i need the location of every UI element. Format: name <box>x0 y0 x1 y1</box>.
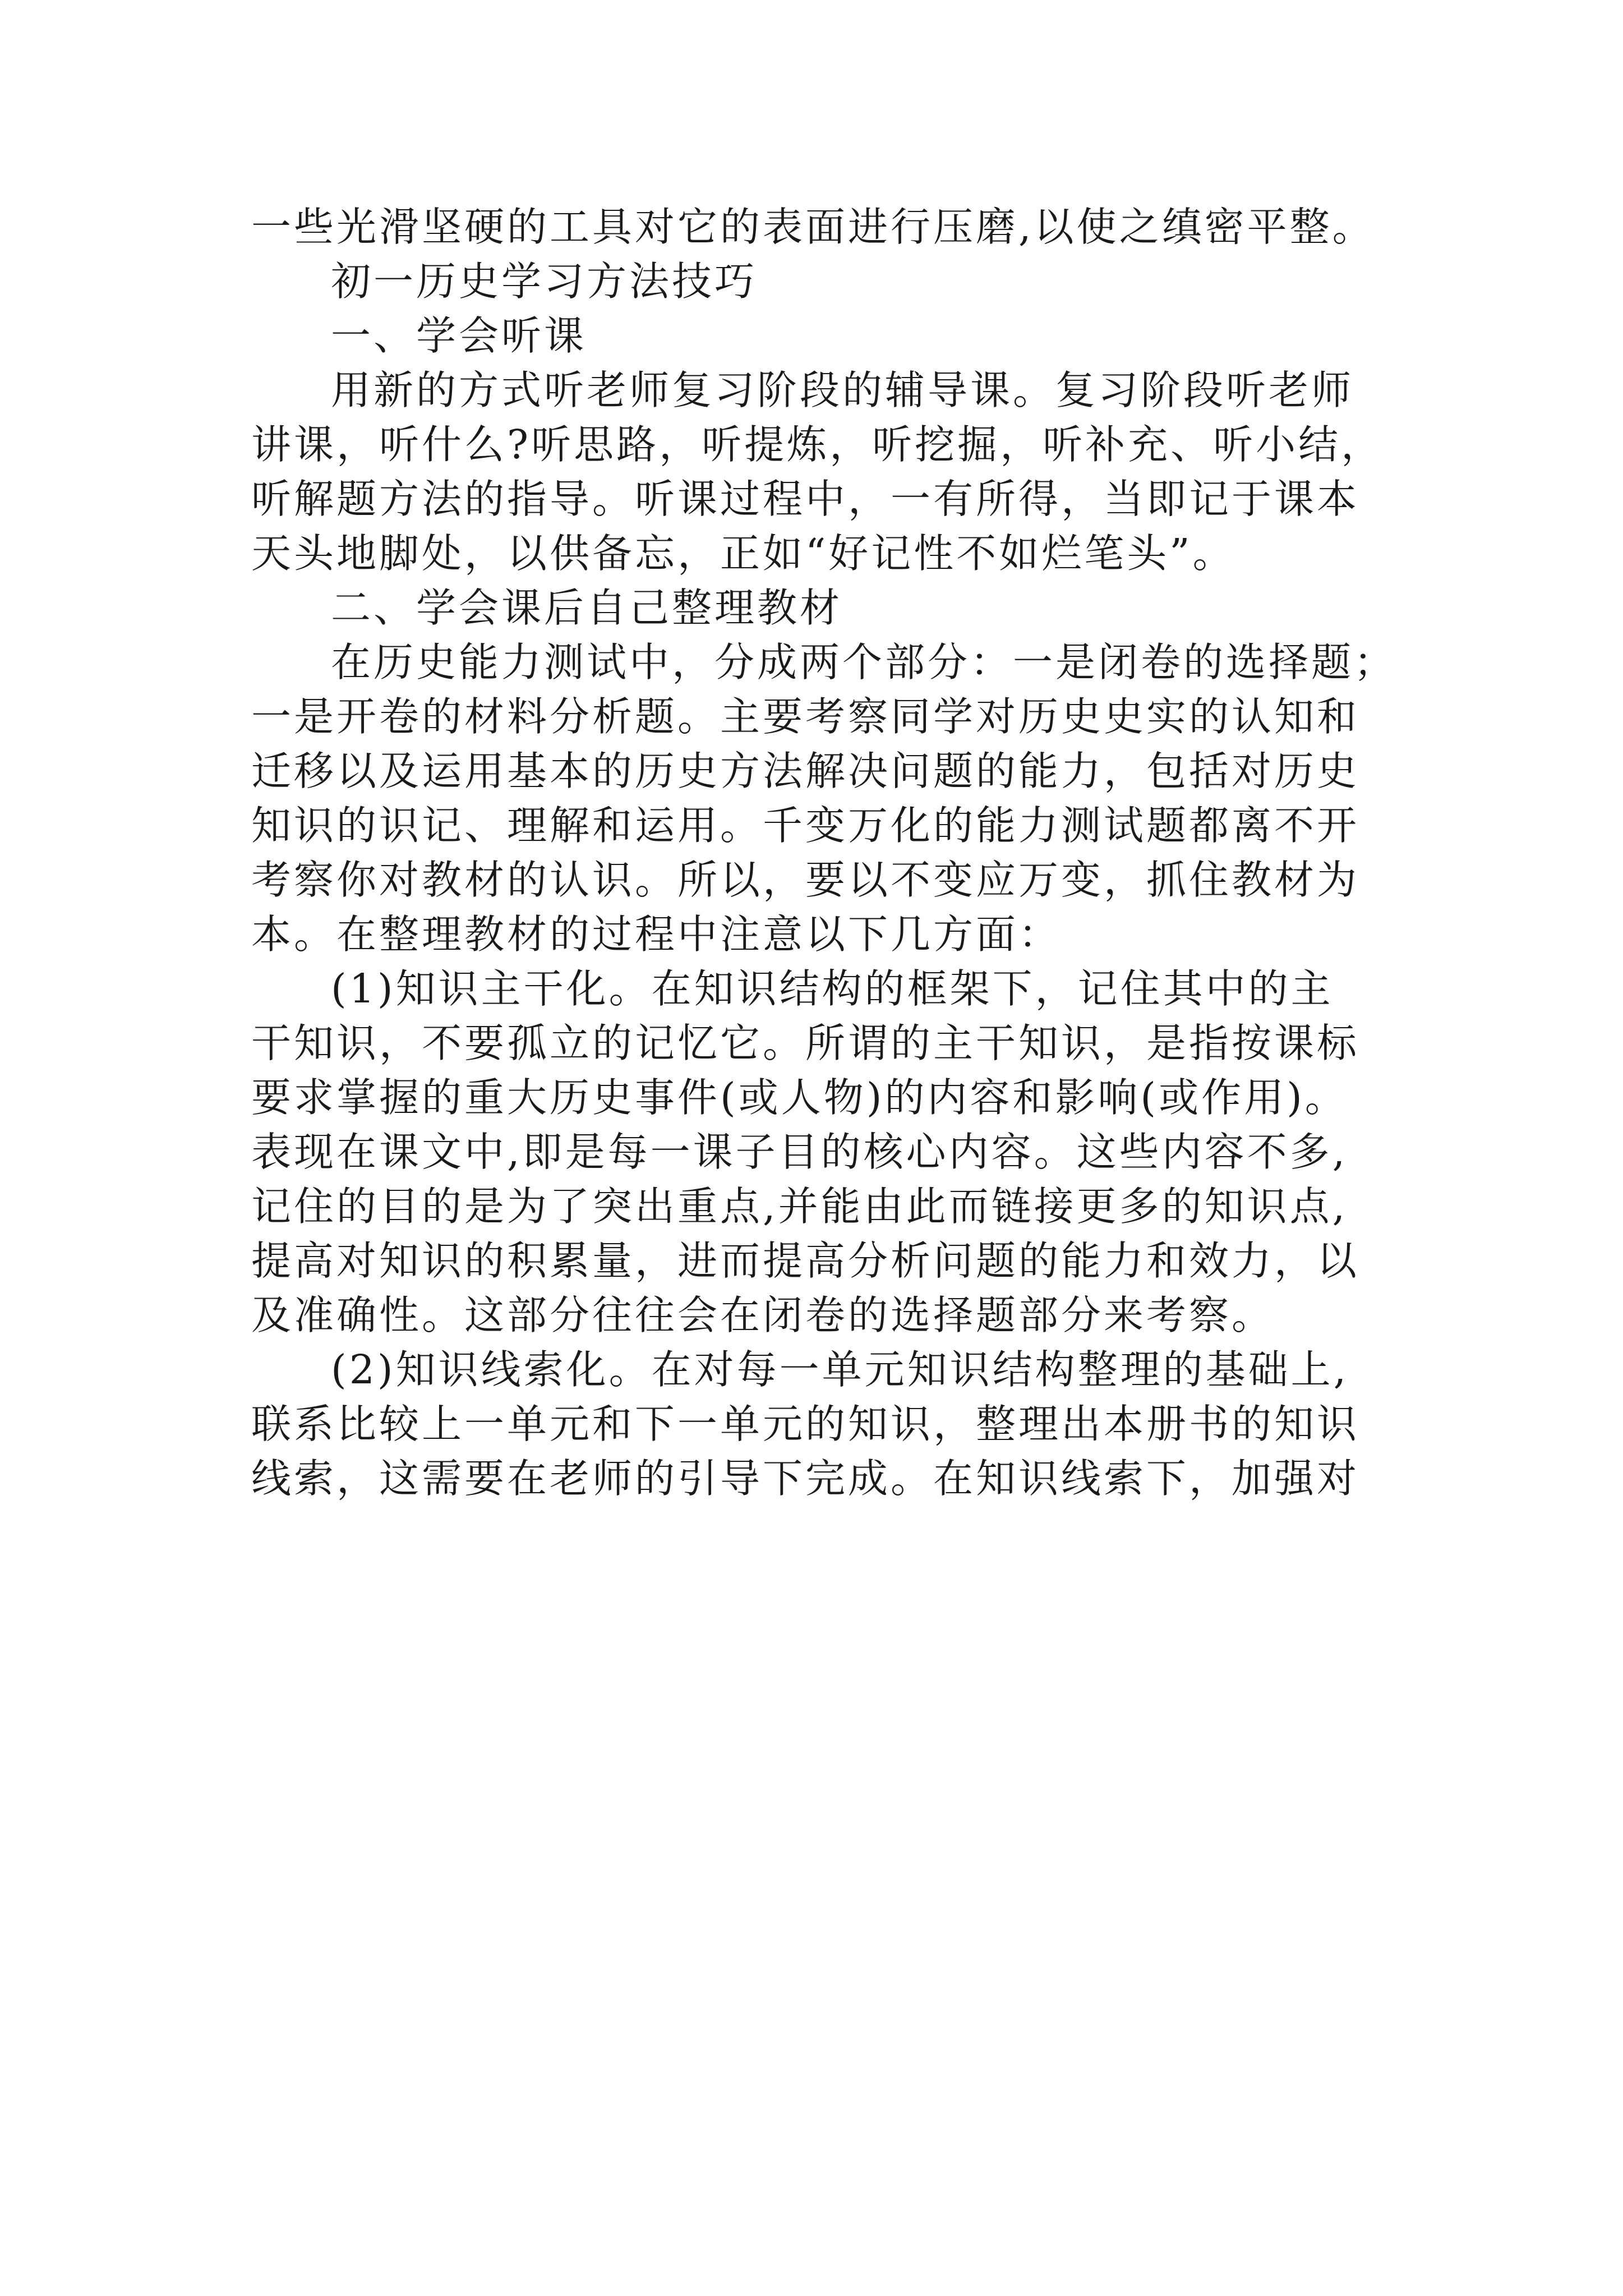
text-line: 提高对知识的积累量，进而提高分析问题的能力和效力，以 <box>251 1237 1360 1284</box>
text-line: 及准确性。这部分往往会在闭卷的选择题部分来考察。 <box>251 1292 1275 1338</box>
text-line: 一、学会听课 <box>331 312 587 359</box>
document-body <box>251 200 1440 1506</box>
text-line: 联系比较上一单元和下一单元的知识，整理出本册书的知识 <box>251 1401 1360 1447</box>
text-line: 表现在课文中,即是每一课子目的核心内容。这些内容不多, <box>251 1129 1348 1175</box>
text-line: (2)知识线索化。在对每一单元知识结构整理的基础上, <box>331 1346 1349 1393</box>
text-line: 听解题方法的指导。听课过程中，一有所得，当即记于课本 <box>251 476 1360 522</box>
text-line: 一些光滑坚硬的工具对它的表面进行压磨,以使之缜密平整。 <box>251 204 1375 250</box>
text-line: 要求掌握的重大历史事件(或人物)的内容和影响(或作用)。 <box>251 1074 1348 1121</box>
text-line: 二、学会课后自己整理教材 <box>331 585 843 631</box>
text-line: 知识的识记、理解和运用。千变万化的能力测试题都离不开 <box>251 802 1360 849</box>
text-line: 在历史能力测试中，分成两个部分：一是闭卷的选择题； <box>331 639 1397 685</box>
text-line: 线索，这需要在老师的引导下完成。在知识线索下，加强对 <box>251 1455 1360 1502</box>
text-line: 考察你对教材的认识。所以，要以不变应万变，抓住教材为 <box>251 857 1360 903</box>
text-line: 干知识，不要孤立的记忆它。所谓的主干知识，是指按课标 <box>251 1020 1360 1066</box>
text-line: 迁移以及运用基本的历史方法解决问题的能力，包括对历史 <box>251 748 1360 794</box>
text-line: 记住的目的是为了突出重点,并能由此而链接更多的知识点, <box>251 1183 1348 1230</box>
text-line: 初一历史学习方法技巧 <box>331 258 758 305</box>
text-line: 用新的方式听老师复习阶段的辅导课。复习阶段听老师 <box>331 367 1354 413</box>
text-line: 一是开卷的材料分析题。主要考察同学对历史史实的认知和 <box>251 693 1360 740</box>
text-line: 本。在整理教材的过程中注意以下几方面： <box>251 911 1062 958</box>
text-line: (1)知识主干化。在知识结构的框架下，记住其中的主 <box>331 965 1334 1012</box>
text-line: 讲课，听什么?听思路，听提炼，听挖掘，听补充、听小结， <box>251 421 1384 468</box>
text-line: 天头地脚处，以供备忘，正如“好记性不如烂笔头”。 <box>251 530 1235 577</box>
